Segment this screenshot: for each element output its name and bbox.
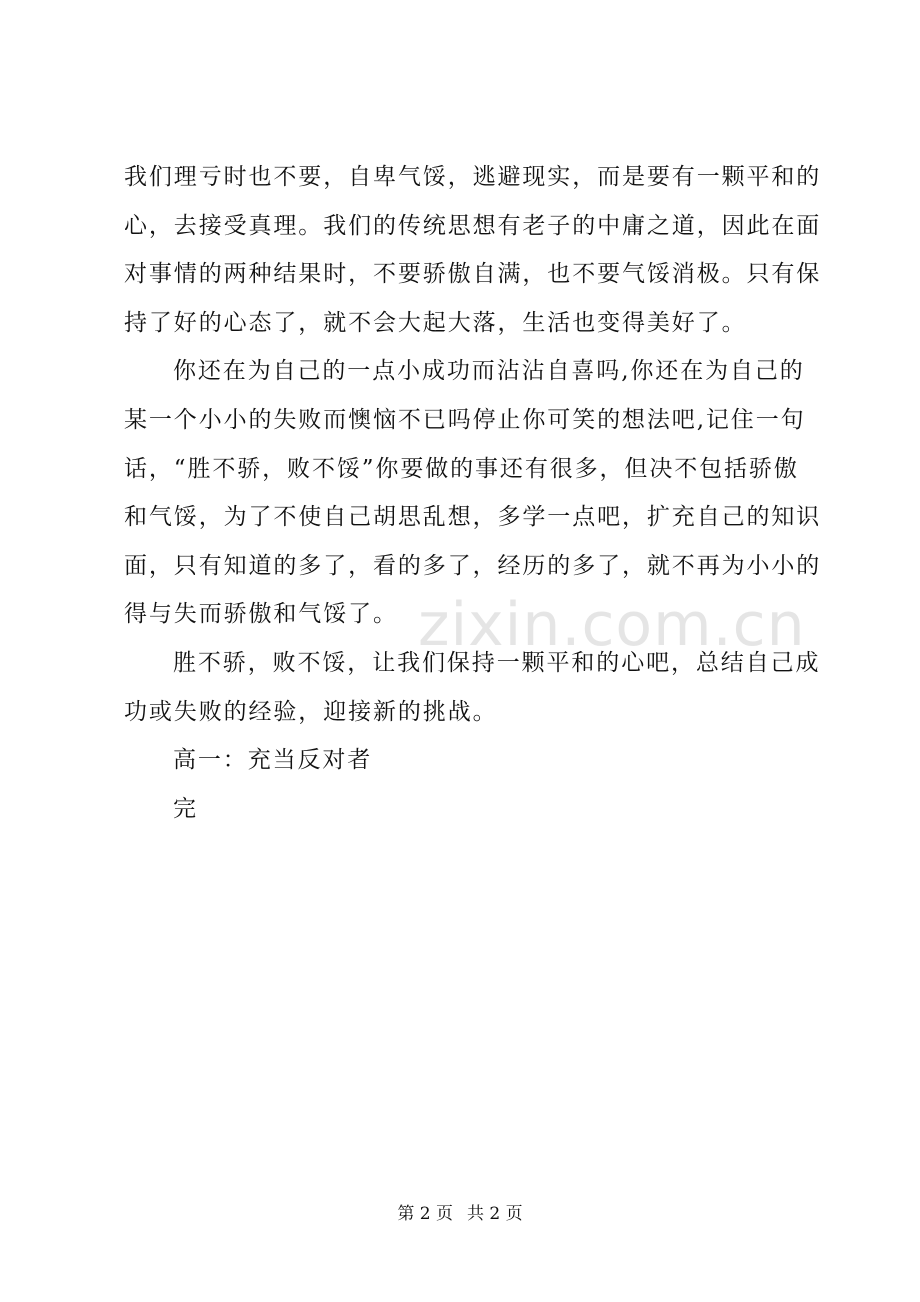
- text-line: 我们理亏时也不要，自卑气馁，逃避现实，而是要有一颗平和的: [124, 164, 822, 190]
- text-line: 你还在为自己的一点小成功而沾沾自喜吗,你还在为自己的: [173, 358, 805, 385]
- text-line: 和气馁，为了不使自己胡思乱想，多学一点吧，扩充自己的知识: [124, 504, 822, 531]
- text-line: 胜不骄，败不馁，让我们保持一颗平和的心吧，总结自己成: [173, 649, 821, 676]
- text-line: 面，只有知道的多了，看的多了，经历的多了，就不再为小小的: [124, 552, 822, 579]
- page-total: 共 2 页: [467, 1204, 523, 1224]
- text-line: 话，“胜不骄，败不馁”你要做的事还有很多，但决不包括骄傲: [124, 455, 799, 482]
- watermark: zixin.com.cn: [418, 590, 806, 660]
- page-number: 第 2 页: [397, 1204, 453, 1224]
- text-line: 得与失而骄傲和气馁了。: [124, 601, 398, 628]
- text-line: 高一：充当反对者: [173, 747, 373, 774]
- text-line: 对事情的两种结果时，不要骄傲自满，也不要气馁消极。只有保: [124, 261, 822, 288]
- text-line: 功或失败的经验，迎接新的挑战。: [124, 698, 498, 725]
- page-footer: [0, 1199, 920, 1224]
- document-body: [124, 153, 822, 833]
- text-line: 持了好的心态了，就不会大起大落，生活也变得美好了。: [124, 309, 747, 336]
- text-line: 某一个小小的失败而懊恼不已吗停止你可笑的想法吧,记住一句: [124, 406, 806, 433]
- text-line: 心，去接受真理。我们的传统思想有老子的中庸之道，因此在面: [124, 212, 822, 239]
- text-line: 完: [173, 795, 198, 822]
